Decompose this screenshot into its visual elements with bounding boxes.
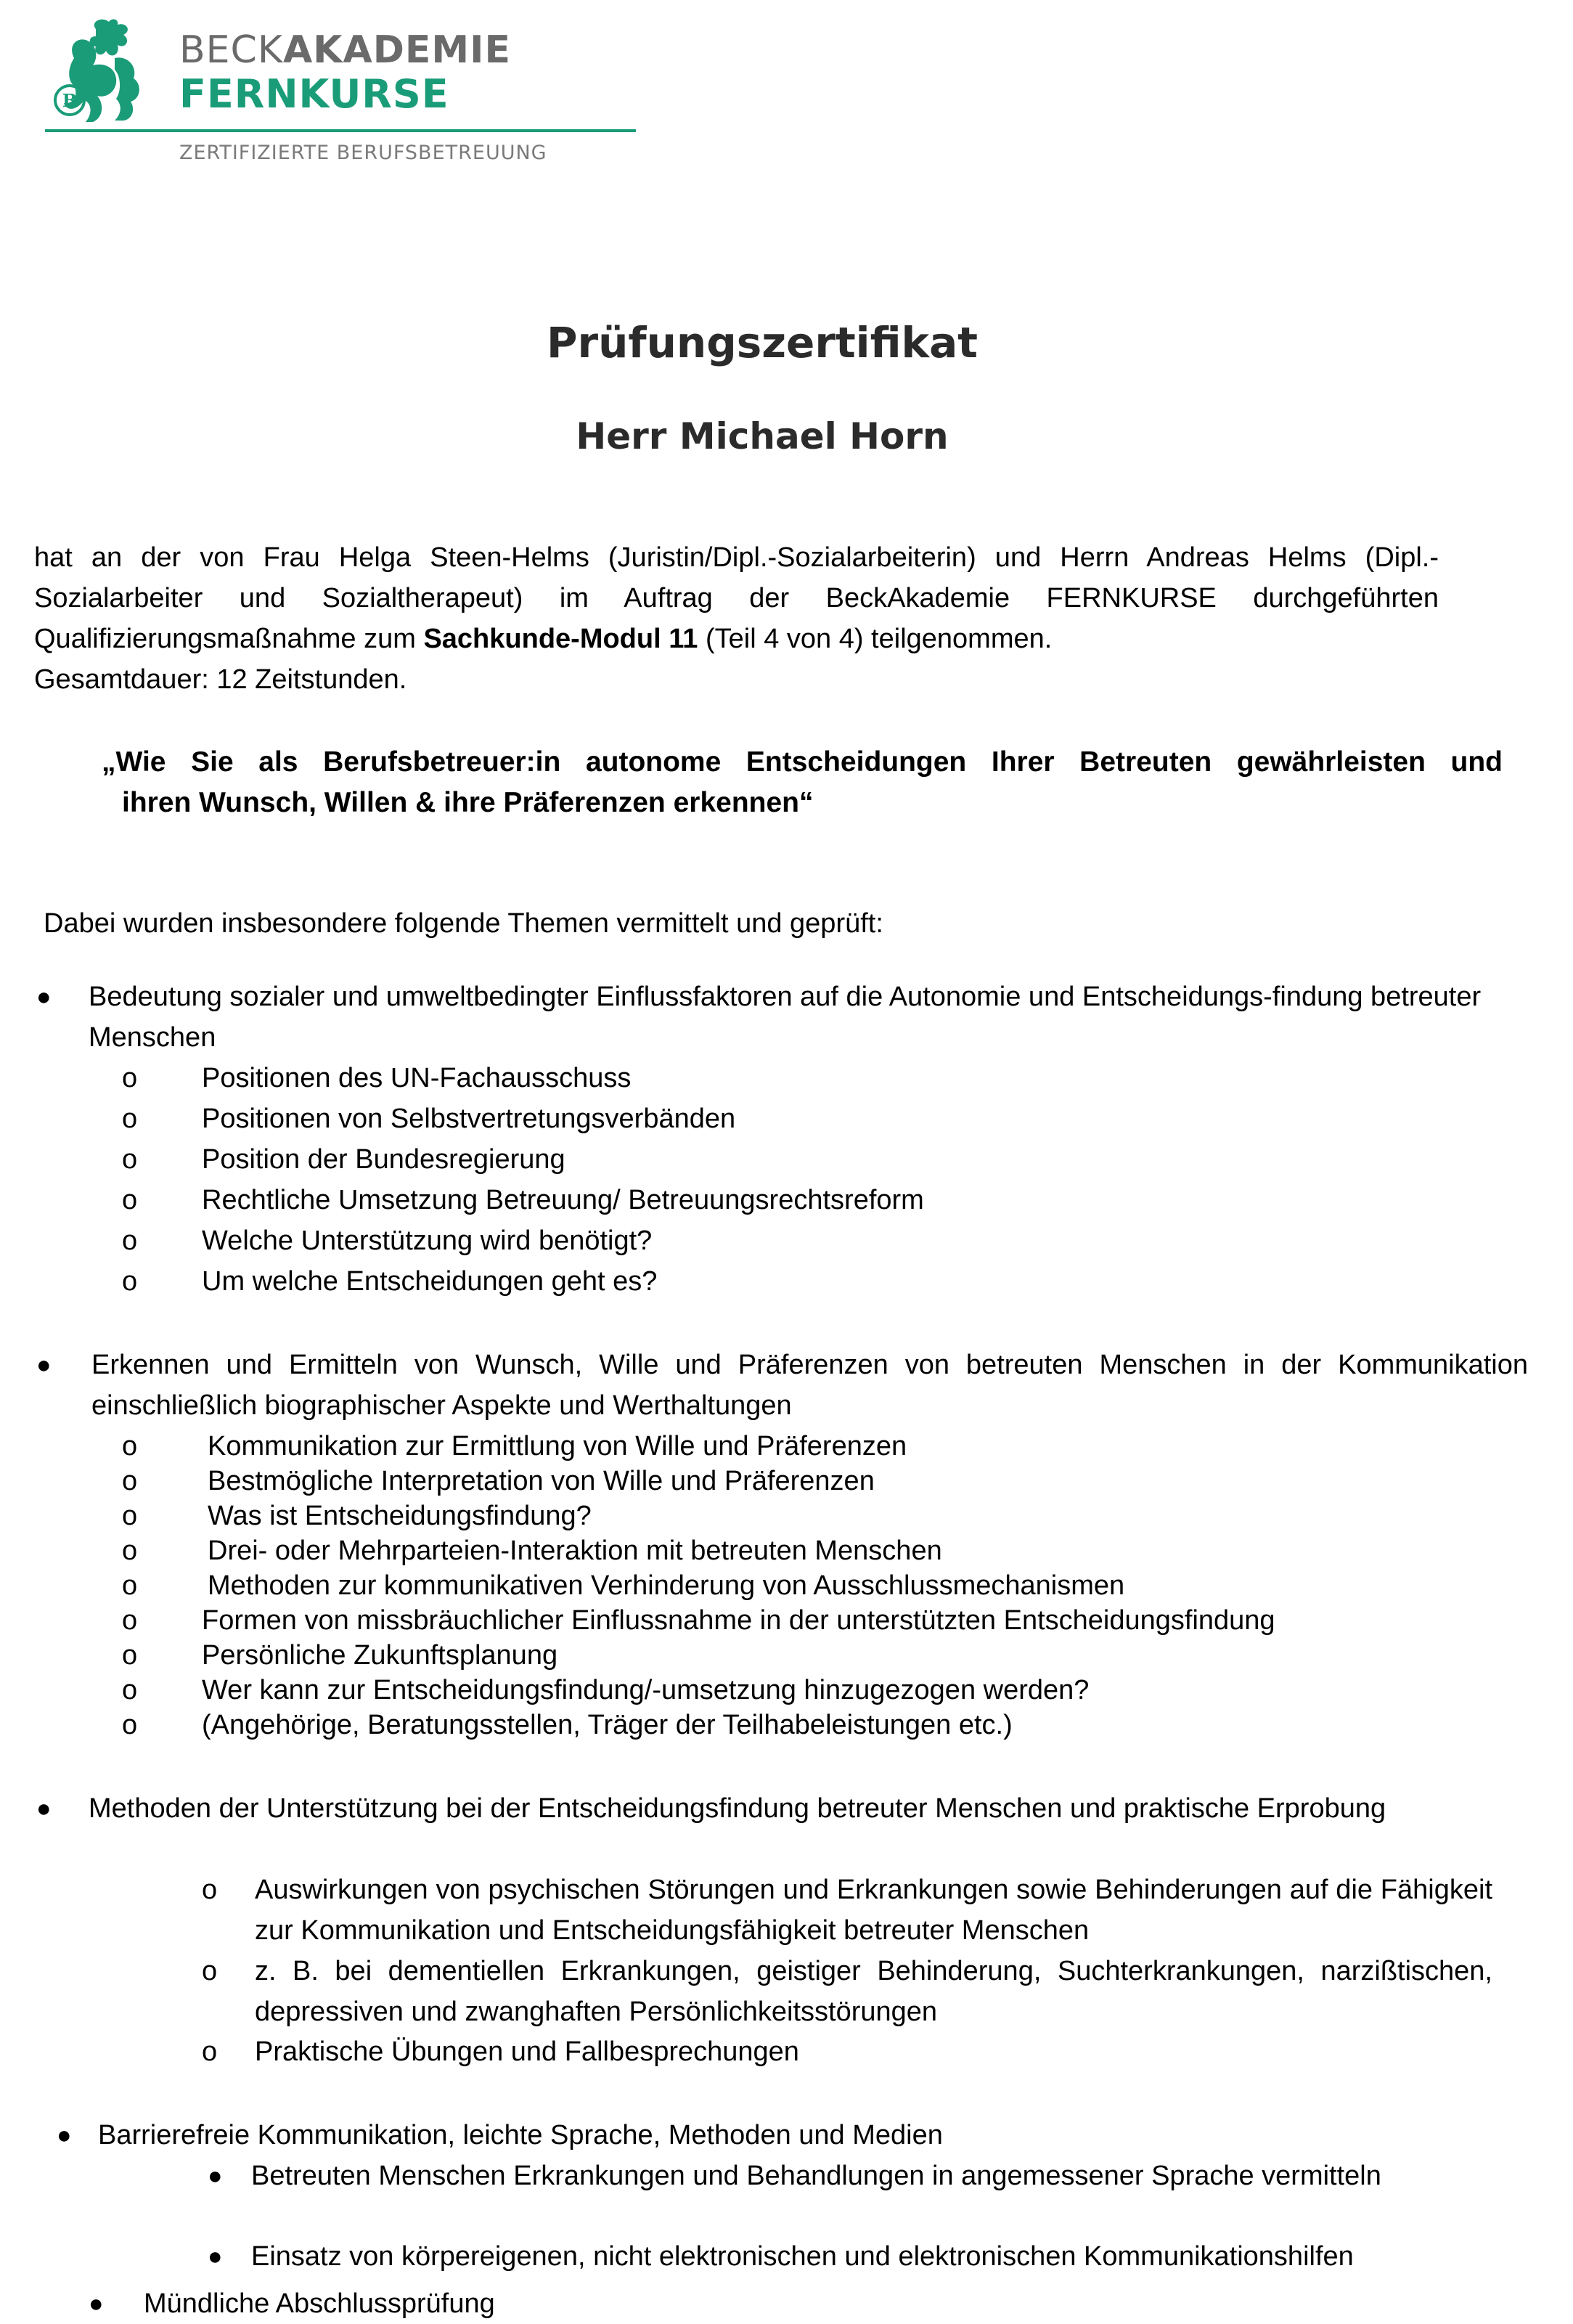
- beckakademie-logo: [45, 15, 636, 174]
- course-title-quote: „Wie Sie als Berufsbetreuer:in autonome Entscheidungen Ihrer Betreuten gewährleisten und ihren Wunsch, Willen & ihre Präferenzen erkennen“: [102, 746, 1503, 818]
- logo-divider: [45, 129, 636, 132]
- intro-paragraph: hat an der von Frau Helga Steen-Helms (Juristin/Dipl.-Sozialarbeiterin) und Herrn Andreas Helms (Dipl.-Sozialarbeiter und Sozialtherapeut) im Auftrag der BeckAkademie FERNKURSE durchgeführten Qualifizierungsmaßnahme zum Sachkunde-Modul 11 (Teil 4 von 4) teilgenommen.: [34, 542, 1439, 654]
- certificate-title: Prüfungszertifikat: [547, 318, 978, 367]
- svg-text:B: B: [62, 90, 78, 111]
- bullet-marker: ●: [36, 1795, 52, 1822]
- topics-lead-text: Dabei wurden insbesondere folgende Themen vermittelt und geprüft:: [44, 908, 883, 939]
- course-duration: Gesamtdauer: 12 Zeitstunden.: [34, 664, 407, 695]
- brand-subline: FERNKURSE: [179, 71, 449, 117]
- bullet-marker: ●: [89, 2290, 104, 2317]
- logo-tagline: ZERTIFIZIERTE BERUFSBETREUUNG: [179, 142, 547, 164]
- bullet-marker: ●: [36, 983, 52, 1011]
- bullet-marker: ●: [36, 1351, 52, 1379]
- bullet-marker: ●: [57, 2121, 72, 2149]
- participant-name: Herr Michael Horn: [576, 415, 949, 457]
- griffin-emblem-icon: [45, 15, 154, 131]
- module-name: Sachkunde-Modul 11: [423, 624, 698, 654]
- brand-name: BECKAKADEMIE: [179, 28, 512, 72]
